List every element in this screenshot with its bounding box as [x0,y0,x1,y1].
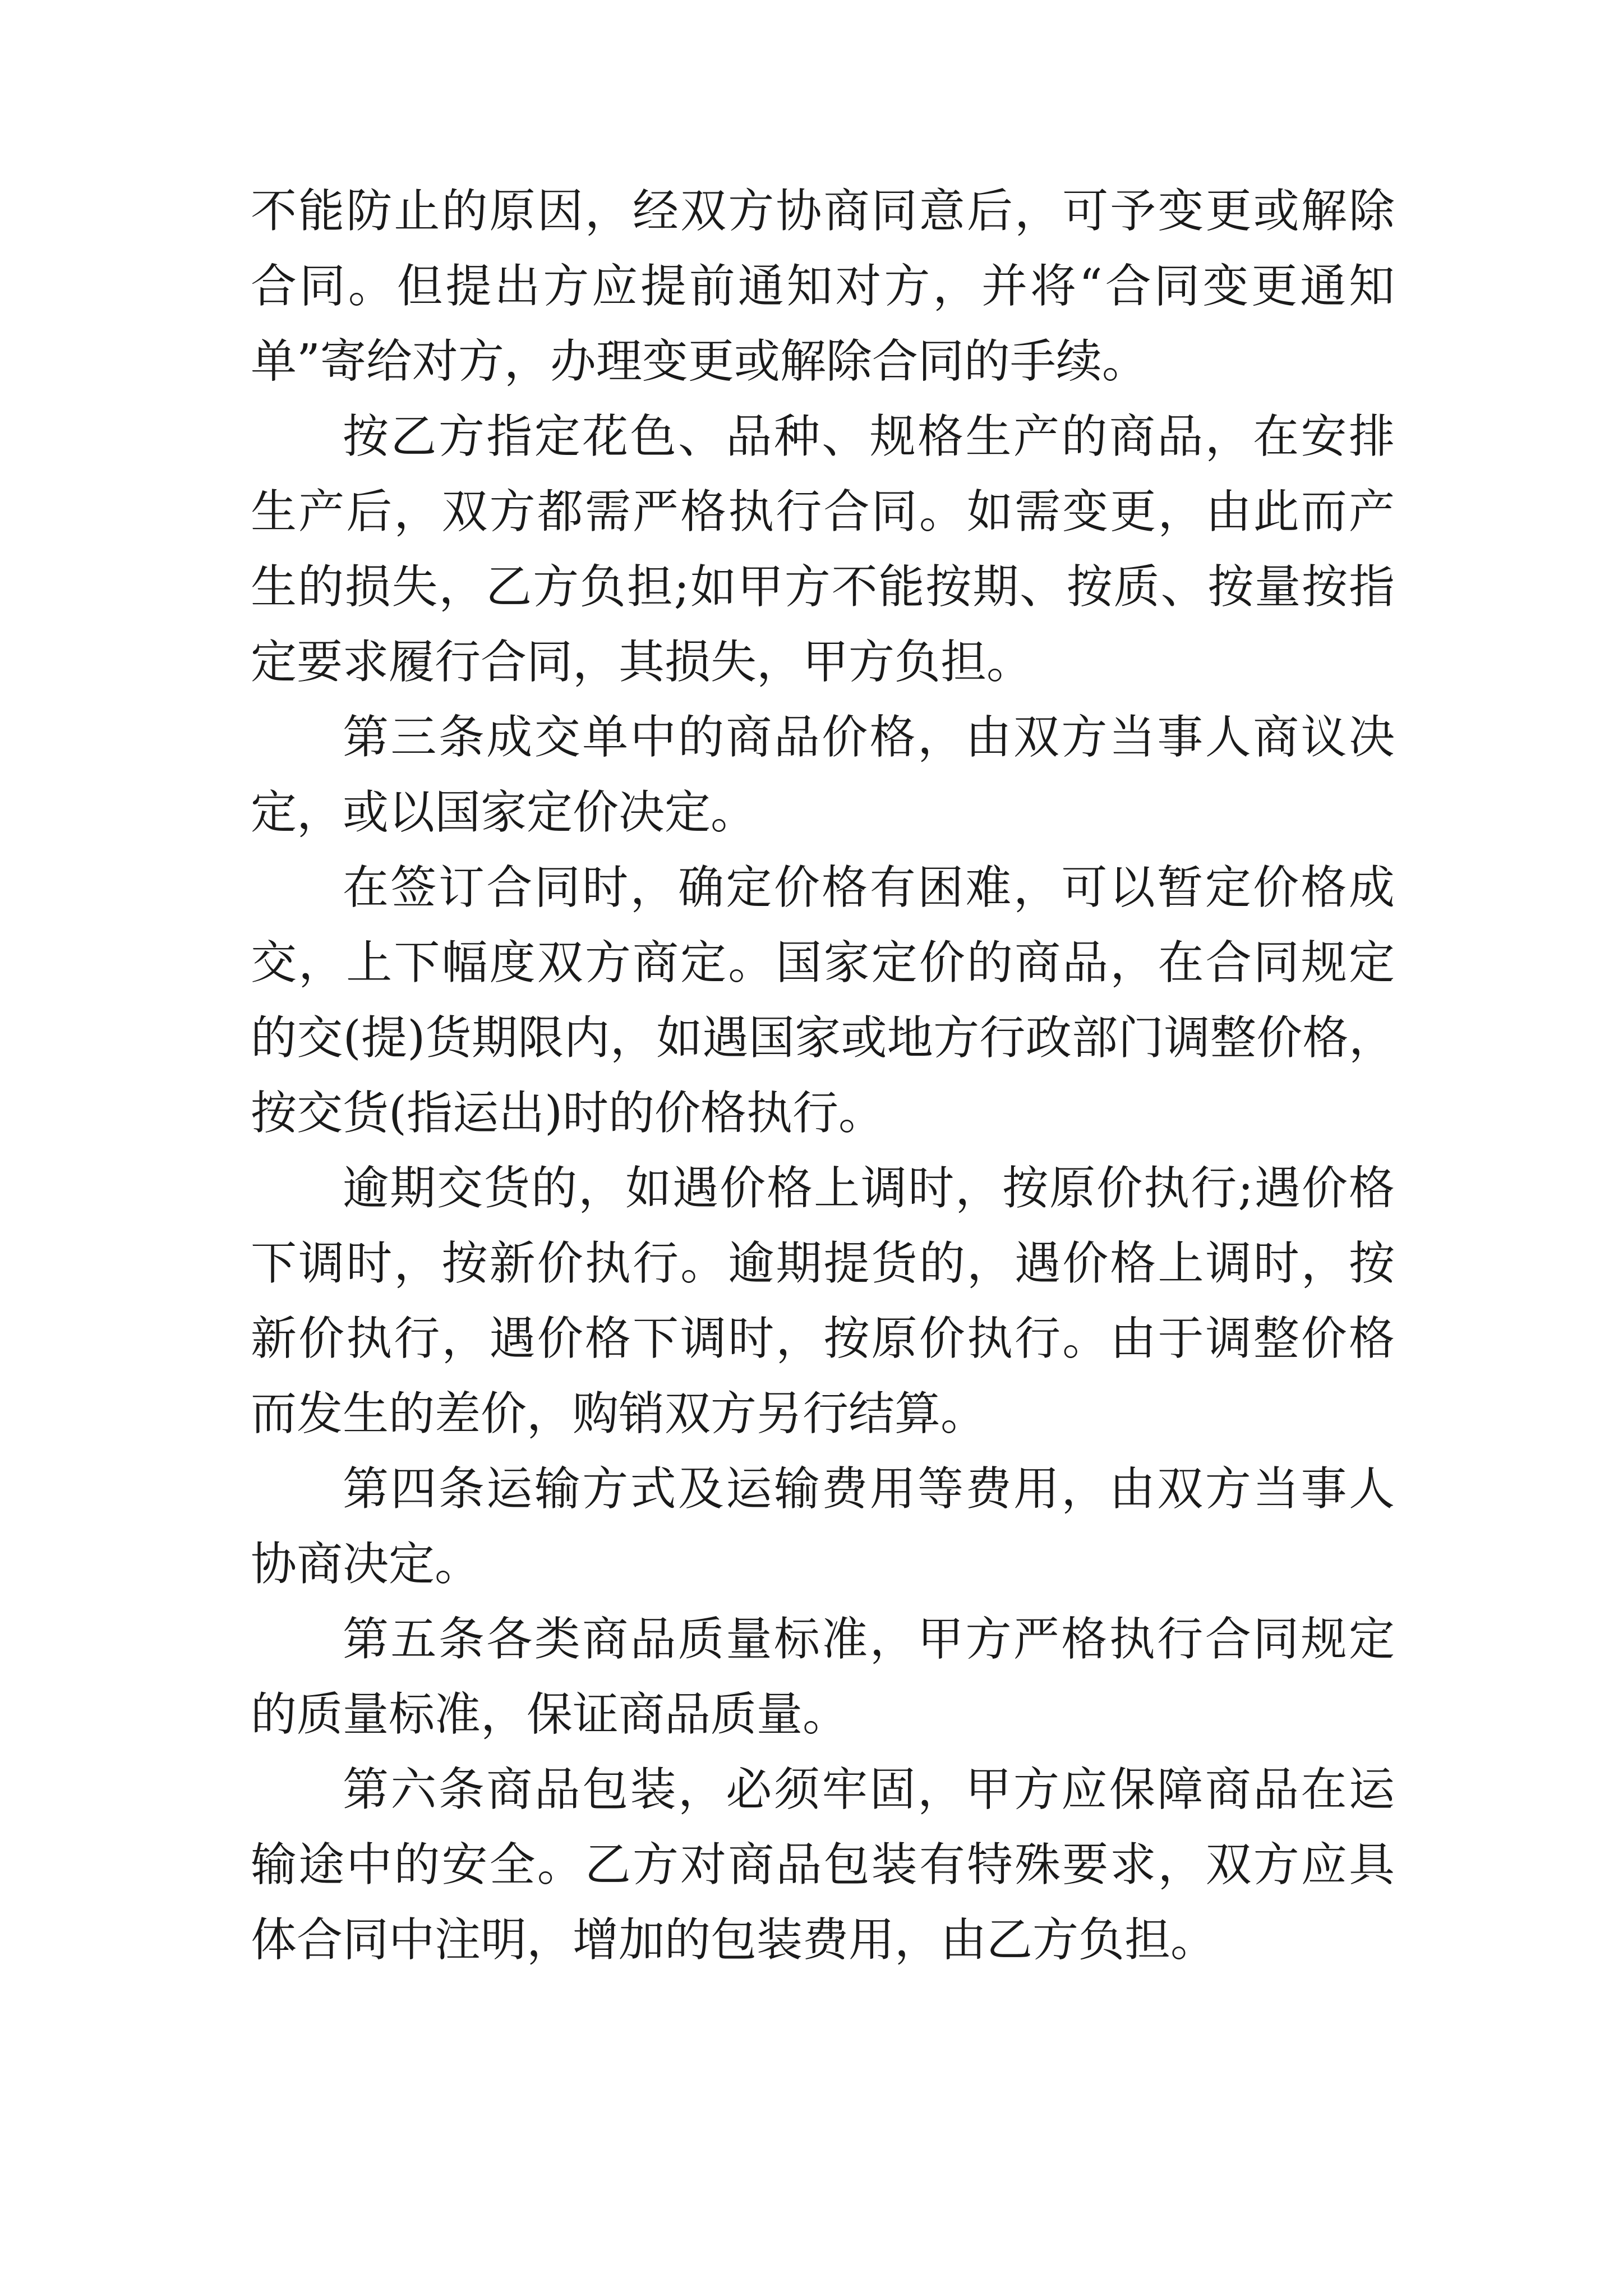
paragraph-provisional-price: 在签订合同时，确定价格有困难，可以暂定价格成交，上下幅度双方商定。国家定价的商品，在合同规定的交(提)货期限内，如遇国家或地方行政部门调整价格，按交货(指运出)时的价格执行。 [251,861,1395,1140]
paragraph-article-5-quality: 第五条各类商品质量标准，甲方严格执行合同规定的质量标准，保证商品质量。 [251,1613,1395,1741]
paragraph-continuation: 不能防止的原因，经双方协商同意后，可予变更或解除合同。但提出方应提前通知对方，并将“合同变更通知单”寄给对方，办理变更或解除合同的手续。 [251,185,1395,388]
paragraph-article-3-price: 第三条成交单中的商品价格，由双方当事人商议决定，或以国家定价决定。 [251,711,1395,839]
document-page [251,174,1395,1978]
paragraph-article-6-packaging: 第六条商品包装，必须牢固，甲方应保障商品在运输途中的安全。乙方对商品包装有特殊要求，双方应具体合同中注明，增加的包装费用，由乙方负担。 [251,1763,1395,1967]
paragraph-specification-changes: 按乙方指定花色、品种、规格生产的商品，在安排生产后，双方都需严格执行合同。如需变更，由此而产生的损失，乙方负担;如甲方不能按期、按质、按量按指定要求履行合同，其损失，甲方负担。 [251,410,1395,689]
paragraph-late-delivery-price: 逾期交货的，如遇价格上调时，按原价执行;遇价格下调时，按新价执行。逾期提货的，遇价格上调时，按新价执行，遇价格下调时，按原价执行。由于调整价格而发生的差价，购销双方另行结算。 [251,1162,1395,1441]
paragraph-article-4-transport: 第四条运输方式及运输费用等费用，由双方当事人协商决定。 [251,1462,1395,1591]
